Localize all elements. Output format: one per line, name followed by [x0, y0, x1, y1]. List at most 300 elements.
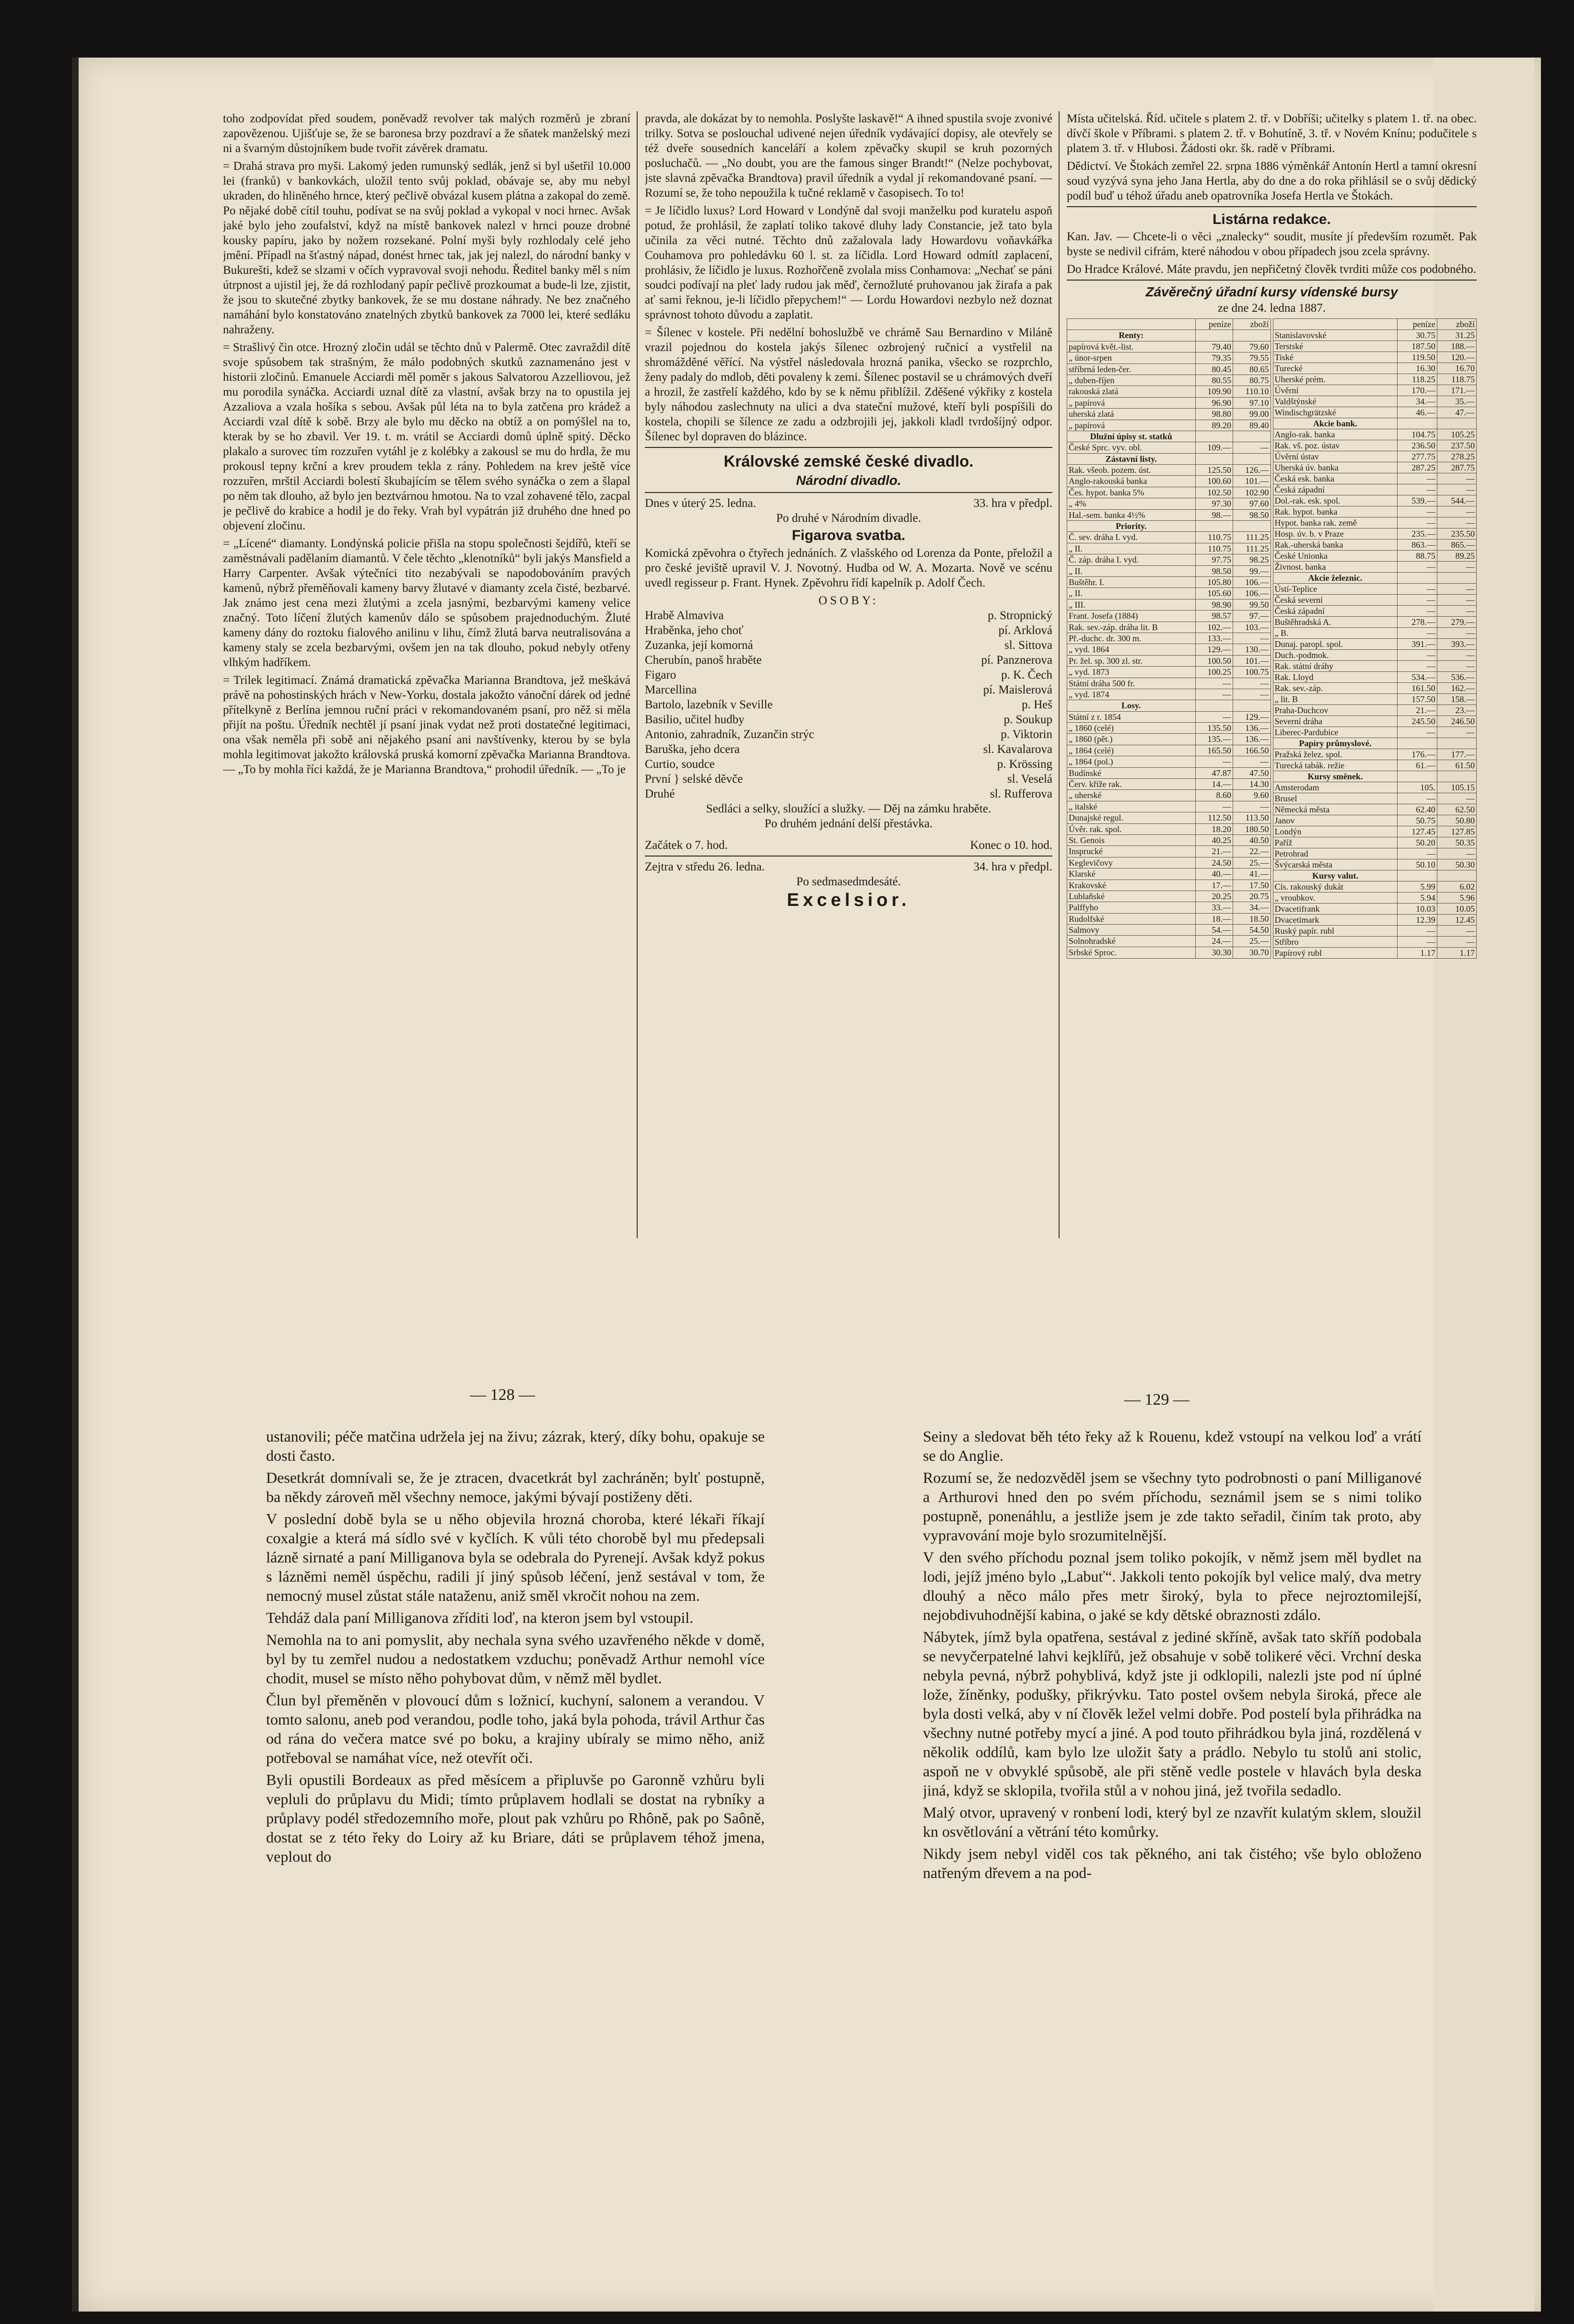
kurs-zbozi: 47.50 [1233, 767, 1271, 778]
kurs-zbozi: 180.50 [1233, 823, 1271, 834]
kurs-name: Cís. rakouský dukát [1273, 881, 1398, 892]
cast-actor: pí. Maislerová [983, 683, 1052, 696]
kurs-row [1273, 837, 1477, 848]
kurs-name: „ 4% [1067, 498, 1196, 509]
kurs-zbozi [1233, 431, 1271, 442]
end-time: Konec o 10. hod. [970, 839, 1052, 852]
kurs-penize: 104.75 [1398, 429, 1437, 440]
kurs-row [1273, 926, 1477, 937]
kurs-zbozi: 40.50 [1233, 834, 1271, 845]
kurs-name: Stanislavovské [1273, 330, 1398, 341]
paragraph: Nemohla na to ani pomyslit, aby nechala syna svého uzavřeného někde v domě, byl by tu zemřel nudou a nedostatkem vzduchu; poněvadž Arthur nemohl více chodit, musel se místo něho pohybovat dům, v němž měl bydlet. [266, 1631, 765, 1687]
kurs-name: papírová květ.-list. [1067, 341, 1196, 352]
kurs-row [1273, 815, 1477, 826]
kurs-row [1067, 756, 1271, 767]
kurs-zbozi: 20.75 [1233, 891, 1271, 902]
kurs-zbozi: — [1437, 473, 1476, 484]
rule [645, 447, 1052, 448]
kurs-row [1067, 442, 1271, 453]
kurs-name: Rak. vš. poz. ústav [1273, 440, 1398, 451]
kurs-name: Př.-duchc. dr. 300 m. [1067, 633, 1196, 644]
kurs-penize [1398, 738, 1437, 749]
kurs-name: Pr. žel. sp. 300 zl. str. [1067, 655, 1196, 666]
kurs-table-left [1067, 318, 1271, 959]
paragraph: Tehdáž dala paní Milliganova zříditi loď, na kteron jsem byl vstoupil. [266, 1609, 694, 1626]
kurs-name: Akcie bank. [1273, 418, 1398, 429]
kurs-table-right [1273, 318, 1477, 959]
kurs-row [1273, 948, 1477, 959]
kurs-row [1067, 834, 1271, 845]
kurs-row [1273, 506, 1477, 517]
cast-actor: p. Krössing [997, 758, 1052, 771]
kurs-name: Rak. hypot. banka [1273, 506, 1398, 517]
kurs-zbozi: 171.— [1437, 385, 1476, 396]
kurs-zbozi: 279.— [1437, 617, 1476, 628]
paragraph: Nikdy jsem nebyl viděl cos tak pěkného, ani tak čistého; vše bylo obloženo natřeným dřevem a na pod- [923, 1845, 1422, 1881]
kurs-name: České Sprc. vyv. obl. [1067, 442, 1196, 453]
kurs-penize: 50.75 [1398, 815, 1437, 826]
kurs-name: „ únor-srpen [1067, 352, 1196, 364]
kurs-zbozi: — [1233, 801, 1271, 812]
show-title: Figarova svatba. [792, 528, 906, 543]
kurs-zbozi: 235.50 [1437, 528, 1476, 540]
cast-role: Baruška, jeho dcera [645, 743, 740, 756]
kurs-zbozi: 127.85 [1437, 826, 1476, 837]
kurs-zbozi: 246.50 [1437, 716, 1476, 727]
kurs-zbozi [1437, 870, 1476, 881]
kurs-name: Rak. Lloyd [1273, 672, 1398, 683]
paragraph: Byli opustili Bordeaux as před měsícem a připluvše po Garonně vzhůru byli vepluli do průplavu du Midi; tímto průplavem hodlali se dostat na rybníky a průplavy podél středozemního moře, plout pak vzhůru po Rhôně, pak po Saôně, dostat se z této řeky do Loiry až ku Briare, dáti se průplavem téhož jmena, veplout do [266, 1771, 765, 1865]
cast-role: Figaro [645, 669, 676, 681]
cast-row [645, 608, 1052, 623]
kurs-zbozi: 25.— [1233, 936, 1271, 947]
cast-row [645, 668, 1052, 682]
kurs-row [1273, 749, 1477, 760]
kurs-penize: 62.40 [1398, 804, 1437, 815]
kurs-name: Rudolfské [1067, 913, 1196, 924]
kurs-zbozi: 113.50 [1233, 812, 1271, 823]
kurs-name: Losy. [1067, 700, 1196, 711]
kurs-zbozi: 129.— [1233, 711, 1271, 722]
cast-row [645, 623, 1052, 638]
kurs-zbozi: 99.— [1233, 565, 1271, 576]
kurs-penize: 135.— [1195, 734, 1233, 745]
kurs-row [1067, 453, 1271, 464]
next-date: Zejtra v středu 26. ledna. [645, 860, 765, 873]
kurs-name: Čes. hypot. banka 5% [1067, 487, 1196, 498]
cast-note: Sedláci a selky, sloužící a služky. — Děj na zámku hraběte. [706, 802, 991, 815]
cast-role: Cherubín, panoš hraběte [645, 654, 762, 667]
kurs-penize: 16.30 [1398, 363, 1437, 374]
kurs-zbozi: 25.— [1233, 857, 1271, 868]
kurs-name: Lublaňské [1067, 891, 1196, 902]
kurs-penize: — [1398, 926, 1437, 937]
kurs-name: Papíry průmyslové. [1273, 738, 1398, 749]
kurs-zbozi: 22.— [1233, 846, 1271, 857]
kurs-penize: 391.— [1398, 639, 1437, 650]
kurs-name: „ II. [1067, 543, 1196, 554]
kurs-row [1067, 465, 1271, 476]
cast-actor: pí. Arklová [998, 624, 1052, 637]
kurs-zbozi: 106.— [1233, 588, 1271, 599]
kurs-penize: 30.30 [1195, 947, 1233, 958]
kurs-row [1067, 925, 1271, 936]
kurs-penize: — [1398, 562, 1437, 573]
paragraph: Rozumí se, že nedozvěděl jsem se všechny tyto podrobnosti o paní Milliganové a Arthurovi hned den po svém příchodu, seznámil jsem se s nimi toliko postupně, ponenáhlu, a jestliže jsem je zde takto seřadil, činím tak proto, aby vypravování moje bylo srozumitelnější. [923, 1469, 1422, 1544]
kurs-row [1067, 880, 1271, 891]
kurs-row [1273, 859, 1477, 870]
kurs-name: Kursy směnek. [1273, 771, 1398, 782]
kurs-name: Červ. kříže rak. [1067, 779, 1196, 790]
kurs-penize [1398, 771, 1437, 782]
kurs-penize: — [1398, 484, 1437, 495]
kurs-penize: 8.60 [1195, 790, 1233, 801]
kurs-zbozi [1437, 573, 1476, 584]
kurs-zbozi: 6.02 [1437, 881, 1476, 892]
kurs-name: „ duben-říjen [1067, 375, 1196, 386]
kurs-penize: 47.87 [1195, 767, 1233, 778]
kurs-row [1273, 826, 1477, 837]
kurs-name: Pražská želez. spol. [1273, 749, 1398, 760]
kurs-penize: 96.90 [1195, 397, 1233, 408]
kurs-zbozi: 79.60 [1233, 341, 1271, 352]
kurs-zbozi: 111.25 [1233, 532, 1271, 543]
kurs-row [1067, 655, 1271, 666]
kurs-row [1273, 639, 1477, 650]
kurs-row [1273, 804, 1477, 815]
kurs-row [1067, 543, 1271, 554]
cast-row [645, 712, 1052, 727]
kurs-row [1067, 823, 1271, 834]
kurs-name: Klarské [1067, 869, 1196, 880]
kurs-penize: 110.75 [1195, 532, 1233, 543]
kurs-row [1067, 431, 1271, 442]
kurs-zbozi [1233, 700, 1271, 711]
article-licidlo: = Je líčidlo luxus? Lord Howard v Londýně dal svoji manželku pod kuratelu aspoň potud, že prohlásil, že zaplatí toliko takové dluhy lady Constancie, jež tato byla učinila za věci nutné. Těchto dnů zažalovala lady Howardovu voňavkářka Couhamova pro pohledávku 60 l. st. za líčidla. Lord Howard odmítl zaplacení, prohlásiv, že líčidlo je luxus. Rozhořčeně zvolala miss Conhamova: „Nechať se páni soudci podívají na pleť lady rudou jak měď, černožluté pruhovanou jak žirafa a pak ať sami řeknou, je-li líčidlo přepychem!“ — Lordu Howardovi nezbylo než doznat správnost tohoto důvodu a zaplatit. [645, 204, 1052, 321]
news-column-right [1067, 111, 1477, 1277]
kurs-row [1067, 869, 1271, 880]
kurs-name: „ 1864 (celé) [1067, 745, 1196, 756]
kurs-name: „ III. [1067, 599, 1196, 610]
kurs-row [1273, 495, 1477, 506]
kurs-row [1273, 881, 1477, 892]
kurs-name: Hosp. úv. b. v Praze [1273, 528, 1398, 540]
kurs-zbozi: 166.50 [1233, 745, 1271, 756]
kurs-penize: — [1398, 584, 1437, 595]
kurs-zbozi: — [1233, 678, 1271, 689]
kurs-row [1067, 790, 1271, 801]
kurs-penize: — [1195, 689, 1233, 700]
kurs-name: Renty: [1067, 330, 1196, 341]
kurs-penize: 863.— [1398, 540, 1437, 551]
kurs-name: Dlužní úpisy st. statků [1067, 431, 1196, 442]
kurs-zbozi: — [1233, 756, 1271, 767]
kurs-name: „ B. [1273, 628, 1398, 639]
kurs-name: Rak. sev.-záp. dráha lit. B [1067, 622, 1196, 633]
kurs-penize: 5.99 [1398, 881, 1437, 892]
kurs-penize: 98.57 [1195, 610, 1233, 622]
kurs-penize: — [1398, 650, 1437, 661]
next-number: 34. hra v předpl. [973, 860, 1052, 873]
kurs-penize: 287.25 [1398, 462, 1437, 473]
kurs-zbozi: 30.70 [1233, 947, 1271, 958]
kurs-penize: 61.— [1398, 760, 1437, 771]
kurs-penize: — [1398, 937, 1437, 948]
kurs-zbozi: 97.— [1233, 610, 1271, 622]
cast-row [645, 742, 1052, 757]
kurs-penize: 97.75 [1195, 554, 1233, 565]
kurs-zbozi: — [1233, 633, 1271, 644]
kurs-row [1273, 672, 1477, 683]
kurs-zbozi: — [1437, 484, 1476, 495]
kurs-name: Valdštýnské [1273, 396, 1398, 407]
kurs-name: Německá města [1273, 804, 1398, 815]
kurs-name: „ vroubkov. [1273, 892, 1398, 904]
cast-role: První } selské děvče [645, 773, 743, 786]
kurs-name: Ústí-Teplice [1273, 584, 1398, 595]
kurs-penize: 88.75 [1398, 551, 1437, 562]
kurs-penize: 40.25 [1195, 834, 1233, 845]
kurs-penize: 539.— [1398, 495, 1437, 506]
rule [1067, 280, 1477, 281]
kurs-row [1273, 738, 1477, 749]
kurs-zbozi: 101.— [1233, 476, 1271, 487]
kurs-row [1067, 610, 1271, 622]
cast-role: Hraběnka, jeho choť [645, 624, 744, 637]
novel-page-right [923, 1427, 1422, 2218]
kurs-penize: 40.— [1195, 869, 1233, 880]
next-note: Po sedmasedmdesáté. [796, 875, 901, 888]
rule [645, 856, 1052, 857]
kurs-name: Liberec-Pardubice [1273, 727, 1398, 738]
kurs-penize: 161.50 [1398, 683, 1437, 694]
cast-actor: p. Viktorin [1001, 728, 1052, 741]
kurs-row [1273, 462, 1477, 473]
kurs-row [1067, 745, 1271, 756]
kurs-name: rakouská zlatá [1067, 386, 1196, 397]
kurs-zbozi: 136.— [1233, 723, 1271, 734]
kurs-name: Č. sev. dráha I. vyd. [1067, 532, 1196, 543]
kurs-penize: 133.— [1195, 633, 1233, 644]
kurs-zbozi [1233, 330, 1271, 341]
kurs-zbozi: 61.50 [1437, 760, 1476, 771]
kurs-penize: — [1398, 848, 1437, 859]
kurs-row [1067, 420, 1271, 431]
paragraph: ustanovili; péče matčina udržela jej na živu; zázrak, který, díky bohu, opakuje se dosti často. [266, 1428, 765, 1464]
kurs-row [1273, 330, 1477, 341]
kurs-row [1273, 848, 1477, 859]
kurs-row [1067, 588, 1271, 599]
kurs-row [1273, 584, 1477, 595]
kurs-penize: 89.20 [1195, 420, 1233, 431]
listarna-1: Kan. Jav. — Chcete-li o věci „znalecky“ soudit, musíte jí především rozumět. Pak byste se nedivil cifrám, které náhodou v obou případech jsou zcela správny. [1067, 230, 1477, 258]
kurs-row [1067, 779, 1271, 790]
kurs-name: Č. záp. dráha I. vyd. [1067, 554, 1196, 565]
kurs-name: Živnost. banka [1273, 562, 1398, 573]
kurs-row [1273, 793, 1477, 804]
kurs-row [1273, 661, 1477, 672]
kurs-penize: 10.03 [1398, 904, 1437, 915]
kurs-zbozi: 89.25 [1437, 551, 1476, 562]
kurs-zbozi: 126.— [1233, 465, 1271, 476]
kurs-zbozi: 17.50 [1233, 880, 1271, 891]
kurs-penize: 80.55 [1195, 375, 1233, 386]
cast-row [645, 757, 1052, 772]
cast-row [645, 772, 1052, 786]
kurs-row [1273, 407, 1477, 418]
kurs-row [1067, 576, 1271, 587]
kurs-row [1273, 352, 1477, 363]
kurs-row [1273, 396, 1477, 407]
kurs-row [1067, 936, 1271, 947]
kurs-row [1067, 599, 1271, 610]
kurs-zbozi: 278.25 [1437, 451, 1476, 462]
kurs-zbozi: — [1437, 848, 1476, 859]
kurs-zbozi [1233, 521, 1271, 532]
kurs-zbozi: 188.— [1437, 341, 1476, 352]
kurs-zbozi: 162.— [1437, 683, 1476, 694]
kurs-row [1067, 734, 1271, 745]
kurs-zbozi: 136.— [1233, 734, 1271, 745]
kurs-name: Duch.-podmok. [1273, 650, 1398, 661]
kurs-zbozi: 99.50 [1233, 599, 1271, 610]
header-penize: peníze [1398, 319, 1437, 330]
cast-row [645, 682, 1052, 697]
kurs-penize: 105.80 [1195, 576, 1233, 587]
kurs-penize: 176.— [1398, 749, 1437, 760]
kurs-zbozi: 105.15 [1437, 782, 1476, 793]
cast-actor: p. Soukup [1003, 713, 1052, 726]
kurs-penize: 165.50 [1195, 745, 1233, 756]
kurs-zbozi: 14.30 [1233, 779, 1271, 790]
kurs-zbozi: 106.— [1233, 576, 1271, 587]
kurs-name: „ papírová [1067, 397, 1196, 408]
kurs-name: St. Genois [1067, 834, 1196, 845]
kurs-zbozi: — [1437, 650, 1476, 661]
kurs-penize: 127.45 [1398, 826, 1437, 837]
notice-mista-ucitelska: Místa učitelská. Říd. učitele s platem 2. tř. v Dobříši; učitelky s platem 1. tř. na obec. dívčí škole v Příbrami. s platem 2. tř. v Bohutíně, 3. tř. v Novém Knínu; podučitele s platem 3. tř. v Hlubosi. Žádosti okr. šk. radě v Příbrami. [1067, 112, 1477, 155]
kurs-name: Turecké [1273, 363, 1398, 374]
kurs-penize: 30.75 [1398, 330, 1437, 341]
kurs-penize: 17.— [1195, 880, 1233, 891]
kurs-row [1067, 711, 1271, 722]
kurs-name: Praha-Duchcov [1273, 705, 1398, 716]
kurs-row [1273, 771, 1477, 782]
kurs-penize: 187.50 [1398, 341, 1437, 352]
kurs-name: „ 1860 (pět.) [1067, 734, 1196, 745]
kurs-penize: 109.— [1195, 442, 1233, 453]
kurs-penize: 135.50 [1195, 723, 1233, 734]
kurs-row [1273, 540, 1477, 551]
kurs-zbozi: 79.55 [1233, 352, 1271, 364]
kurs-name: „ uherské [1067, 790, 1196, 801]
kurs-penize: — [1398, 727, 1437, 738]
kurs-row [1273, 363, 1477, 374]
kurs-name: Solnohradské [1067, 936, 1196, 947]
kurs-name: Insprucké [1067, 846, 1196, 857]
kurs-name: Česká esk. banka [1273, 473, 1398, 484]
kurs-name: Stříbro [1273, 937, 1398, 948]
kurs-penize: 1.17 [1398, 948, 1437, 959]
kurs-row [1067, 801, 1271, 812]
article-drah-strava: = Drahá strava pro myši. Lakomý jeden rumunský sedlák, jenž si byl ušetřil 10.000 lei (franků) v bankovkách, uložil tento svůj poklad, obávaje se, aby mu nebyl ukraden, do hliněného hrnce, který pečlivě obvázal kusem plátna a zakopal do země. Po nějaké době cítil touhu, podívat se na svůj poklad a vykopal v noci hrnec. Avšak jaké bylo jeho zoufalství, když na místě bankovek nalezl v hrnci pouze drobné kousky papíru, jako by nožem rozsekané. Polní myši byly rozhlodaly celé jeho jmění. Případl na šťastný nápad, donést hrnec tak, jak jej nalezl, do národní banky v Bukurešti, kdež se slzami v očích vypravoval svoji nehodu. Ředitel banky měl s ním útrpnost a ujistil jej, že dá rozhlodaný papír pečlivě prozkoumat a bude-li lze, zjistit, že jsou to skutečné zbytky bankovek, že se mu dostane náhrady. Ne bez značného namáhání bylo konstatováno znatelných zbytků bankovek za 7000 lei, které sedláku nahraženy. [223, 160, 630, 336]
kurs-name: Státní dráha 500 fr. [1067, 678, 1196, 689]
kurs-row [1273, 473, 1477, 484]
paragraph: V den svého příchodu poznal jsem toliko pokojík, v němž jsem měl bydlet na lodi, jejíž jméno bylo „Labuť“. Jakkoli tento pokojík byl velice malý, dva metry dlouhý a něco málo přes metr široký, byla to přece nejroztomilejší, nejobdivuhodnější kabina, o jaké se kdy dětské obraznosti zdálo. [923, 1549, 1422, 1623]
kurs-penize: 102.50 [1195, 487, 1233, 498]
kurs-zbozi: 98.50 [1233, 509, 1271, 520]
rule [645, 492, 1052, 493]
kurs-zbozi: 98.25 [1233, 554, 1271, 565]
kurs-name: Priority. [1067, 521, 1196, 532]
kurs-name: „ II. [1067, 565, 1196, 576]
kurs-penize: 98.— [1195, 509, 1233, 520]
kurs-name: Turecká tabák. režie [1273, 760, 1398, 771]
cast-actor: sl. Kavalarova [983, 743, 1052, 756]
kurs-row [1067, 565, 1271, 576]
kurs-penize: 119.50 [1398, 352, 1437, 363]
kurs-penize: 20.25 [1195, 891, 1233, 902]
kurs-zbozi: 50.30 [1437, 859, 1476, 870]
kurs-zbozi [1437, 771, 1476, 782]
news-column-middle [645, 111, 1052, 1243]
cast-heading: OSOBY: [818, 594, 879, 607]
start-time: Začátek o 7. hod. [645, 839, 728, 852]
kurs-penize [1195, 431, 1233, 442]
kurs-zbozi: 103.— [1233, 622, 1271, 633]
kurs-penize: 80.45 [1195, 364, 1233, 375]
kurs-name: Anglo-rak. banka [1273, 429, 1398, 440]
header-penize: peníze [1195, 319, 1233, 330]
kurs-row [1067, 891, 1271, 902]
kurs-zbozi: — [1437, 727, 1476, 738]
cast-role: Curtio, soudce [645, 758, 715, 771]
show-date-row [645, 496, 1052, 511]
kurs-row [1273, 760, 1477, 771]
kurs-penize [1398, 418, 1437, 429]
news-column-left [223, 111, 630, 1243]
kurs-row [1067, 364, 1271, 375]
kurs-name: Dunaj. paropl. spol. [1273, 639, 1398, 650]
kurs-name: Akcie železnic. [1273, 573, 1398, 584]
kurs-zbozi: — [1437, 562, 1476, 573]
kurs-name: Srbské Sproc. [1067, 947, 1196, 958]
kurs-zbozi: — [1233, 442, 1271, 453]
kurs-row [1273, 782, 1477, 793]
cast-row [645, 727, 1052, 742]
kurs-zbozi: 50.35 [1437, 837, 1476, 848]
kurs-row [1067, 644, 1271, 655]
kurs-penize: 102.— [1195, 622, 1233, 633]
kurs-penize: 100.25 [1195, 667, 1233, 678]
kurs-zbozi: 97.10 [1233, 397, 1271, 408]
kurs-zbozi: 237.50 [1437, 440, 1476, 451]
cast-list [645, 608, 1052, 801]
kurs-row [1273, 418, 1477, 429]
kurs-row [1067, 913, 1271, 924]
kurs-zbozi: 12.45 [1437, 915, 1476, 926]
kurs-row [1067, 330, 1271, 341]
kurs-zbozi: 111.25 [1233, 543, 1271, 554]
kurs-name: Petrohrad [1273, 848, 1398, 859]
kurs-penize: — [1398, 506, 1437, 517]
paragraph: Člun byl přeměněn v plovoucí dům s ložnicí, kuchyní, salonem a verandou. V tomto salonu, aneb pod verandou, podle toho, jaká byla pohoda, trávil Arthur čas od rána do večera matce své po boku, a krajiny ubíraly se mimo něho, aniž potřeboval se namáhat více, než otevřít oči. [266, 1691, 765, 1766]
kurs-name: Česká severní [1273, 595, 1398, 606]
kurs-row [1273, 650, 1477, 661]
kurs-row [1273, 617, 1477, 628]
kurs-name: Tiské [1273, 352, 1398, 363]
kurs-name: Frant. Josefa (1884) [1067, 610, 1196, 622]
